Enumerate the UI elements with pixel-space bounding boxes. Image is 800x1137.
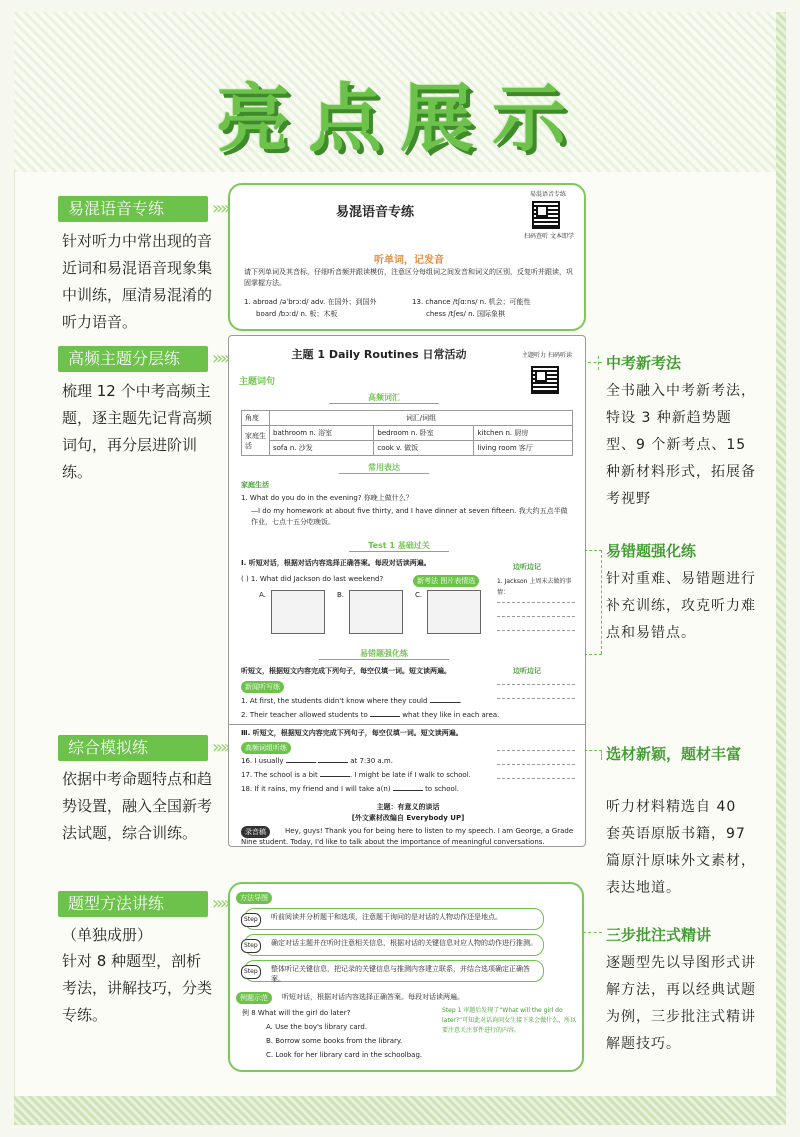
step-2: Step 确定对话主题并在听时注意相关信息，根据对话的关键信息对应人物的动作进行推测。 <box>244 934 544 956</box>
qr-code[interactable] <box>532 201 560 229</box>
notes-line <box>497 750 575 751</box>
right-decor-stripe <box>776 12 786 1125</box>
card-method-practice <box>228 882 584 1072</box>
example-option-b[interactable]: B. Borrow some books from the library. <box>266 1037 403 1045</box>
desc-topics: 梳理 12 个中考高频主题，逐主题先记背高频词句，再分层进阶训练。 <box>62 382 213 481</box>
option-a[interactable]: A. <box>259 591 266 599</box>
fill-sentence: 16. I usually at 7:30 a.m. <box>241 757 393 765</box>
example-question: 例 8 What will the girl do later? <box>242 1009 351 1017</box>
example-option-c[interactable]: C. Look for her library card in the schoolbag. <box>266 1051 423 1059</box>
table-cell: sofa n. 沙发 <box>270 441 374 456</box>
desc-pronunciation: 针对听力中常出现的音近词和易混语音现象集中训练，厘清易混淆的听力语音。 <box>62 232 213 331</box>
new-method-badge: 新考法 图片表情选 <box>413 575 479 587</box>
topic-title: 主题 1 Daily Routines 日常活动 <box>291 348 467 361</box>
example-instruction: 听短对话，根据对话内容选择正确答案。每段对话读两遍。 <box>282 993 464 1001</box>
notes-line <box>497 684 575 685</box>
qr-caption: 扫码查听 文本即学 <box>524 233 574 240</box>
word-item: 13. chance /tʃɑːns/ n. 机会；可能性 <box>412 298 531 306</box>
subtitle-methods: （单独成册） <box>62 926 153 944</box>
answer-blank[interactable] <box>320 776 350 777</box>
passage-source: [外文素材改编自 Everybody UP] <box>351 814 465 822</box>
error-practice-heading: 易错题强化练 <box>319 648 449 660</box>
vocab-table <box>241 410 573 456</box>
word-item: board /bɔːd/ n. 板；木板 <box>256 310 338 318</box>
instruction-text: 请下列单词及其音标，仔细听音频并跟读模仿，注意区分每组词之间发音和词义的区别，反复听并跟读，巩固掌握方法。 <box>244 268 573 287</box>
fill-sentence: 17. The school is a bit . I might be late if I walk to school. <box>241 771 471 779</box>
sentence-heading: 常用表达 <box>339 462 429 474</box>
callout-materials: 选材新颖，题材丰富 <box>606 745 742 763</box>
desc-mock: 依据中考命题特点和趋势设置，融入全国新考法试题，综合训练。 <box>62 770 213 842</box>
word-item: chess /tʃes/ n. 国际象棋 <box>426 310 505 318</box>
table-header: 角度 <box>242 411 270 426</box>
qr-caption: 易混语音专练 <box>529 191 566 198</box>
label-methods: 题型方法讲练 »» <box>58 891 208 917</box>
notes-line <box>497 764 575 765</box>
callout-materials-desc: 听力材料精选自 40 套英语原版书籍，97 篇原汁原味外文素材，表达地道。 <box>606 799 756 896</box>
callout-error-practice: 易错题强化练 <box>606 542 697 560</box>
example-option-a[interactable]: A. Use the boy's library card. <box>266 1023 368 1031</box>
notes-text: 1. Jackson 上周末去做的事情： <box>497 578 572 596</box>
option-b[interactable]: B. <box>337 591 345 599</box>
example-answer: —I do my homework at about five thirty, and I have dinner at seven fifteen. 我大约五点半做作业，七点十五分吃晚饭。 <box>251 507 568 526</box>
test-heading: Test 1 基础过关 <box>349 540 449 552</box>
row-label: 家庭生活 <box>242 426 270 456</box>
label-pronunciation: 易混语音专练 »» <box>58 196 208 222</box>
callout-line <box>601 750 602 760</box>
annotation-note: Step 1 审题后发现了“What will the girl do later?”可知此对话询问女生接下来会做什么，所以要注意关注事件进行的内容。 <box>442 1007 577 1034</box>
table-cell: bathroom n. 浴室 <box>270 426 374 441</box>
notes-line <box>497 698 575 699</box>
callout-line <box>598 356 599 370</box>
fill-sentence: 1. At first, the students didn't know where they could . <box>241 697 462 705</box>
table-cell: cook v. 做饭 <box>374 441 474 456</box>
task-instruction: 听短文，根据短文内容完成下列句子，每空仅填一词。短文读两遍。 <box>241 667 451 675</box>
answer-blank[interactable] <box>393 790 423 791</box>
label-topics: 高频主题分层练 »» <box>58 346 208 372</box>
passage-theme: 主题：有意义的谈话 <box>376 803 440 811</box>
task-instruction: Ⅰ. 听短对话，根据对话内容选择正确答案。每段对话读两遍。 <box>241 559 431 567</box>
callout-error-practice-desc: 针对重难、易错题进行补充训练，攻克听力难点和易错点。 <box>606 571 756 641</box>
example-badge: 例题示范 <box>236 992 272 1004</box>
fill-sentence: 18. If it rains, my friend and I will take a(n) to school. <box>241 785 459 793</box>
option-c-image <box>427 590 481 634</box>
word-item: 1. abroad /əˈbrɔːd/ adv. 在国外；到国外 <box>244 298 377 306</box>
option-c[interactable]: C. <box>415 591 423 599</box>
card-pronunciation <box>228 183 586 331</box>
table-header: 词汇/词组 <box>270 411 573 426</box>
callout-line <box>588 362 602 363</box>
table-heading: 高频词汇 <box>329 392 439 404</box>
notes-label: 边听边记 <box>513 563 541 571</box>
passage-text: Hey, guys! Thank you for being here to listen to my speech. I am George, a Grade Nine student. Today, I'd like to talk about the importance of meaningful conversations. <box>241 827 574 846</box>
answer-blank[interactable] <box>430 702 460 703</box>
callout-new-methods-desc: 全书融入中考新考法，特设 3 种新趋势题型、9 个新考点、15 种新材料形式，拓展备考视野 <box>606 383 756 507</box>
callout-line <box>601 550 602 654</box>
label-mock: 综合模拟练 »» <box>58 735 208 761</box>
dictation-badge: 新闻听写练 <box>241 681 284 693</box>
page-title: 亮点展示 <box>216 76 584 162</box>
card-topic-practice <box>228 335 586 847</box>
bottom-decor-stripe <box>14 1096 786 1125</box>
table-cell: living room 客厅 <box>474 441 573 456</box>
qr-caption: 主题听力 扫码听读 <box>522 352 572 359</box>
test-question: ( ) 1. What did Jackson do last weekend? <box>241 575 384 583</box>
fill-sentence: 2. Their teacher allowed students to what they like in each area. <box>241 711 500 719</box>
option-b-image <box>349 590 403 634</box>
example-question: 1. What do you do in the evening? 你晚上做什么？ <box>241 494 413 502</box>
notes-label: 边听边记 <box>513 667 541 675</box>
step-3: Step 整体听记关键信息，把记录的关键信息与推测内容建立联系，并结合选项确定正确答案。 <box>244 960 544 982</box>
card-title: 易混语音专练 <box>335 205 414 220</box>
mindmap-badge: 方法导图 <box>236 892 272 904</box>
vocab-heading: 主题词句 <box>239 377 276 387</box>
callout-three-steps-desc: 逐题型先以导图形式讲解方法，再以经典试题为例，三步批注式精讲解题技巧。 <box>606 955 756 1052</box>
callout-new-methods: 中考新考法 <box>606 354 682 372</box>
phrase-badge: 高频词组听练 <box>241 742 291 754</box>
notes-line <box>497 602 575 603</box>
step-1: Step 听前阅读并分析题干和选项，注意题干询问的是对话的人物动作还是地点。 <box>244 908 544 930</box>
table-cell: bedroom n. 卧室 <box>374 426 474 441</box>
answer-blank[interactable] <box>318 762 348 763</box>
notes-line <box>497 630 575 631</box>
transcript-badge: 录音稿 <box>241 826 270 838</box>
callout-three-steps: 三步批注式精讲 <box>606 926 712 944</box>
table-cell: kitchen n. 厨房 <box>474 426 573 441</box>
answer-blank[interactable] <box>370 716 400 717</box>
step-list <box>244 908 544 986</box>
option-a-image <box>271 590 325 634</box>
answer-blank[interactable] <box>286 762 316 763</box>
category-label: 家庭生活 <box>241 481 269 489</box>
notes-line <box>497 616 575 617</box>
desc-methods: 针对 8 种题型，剖析考法，讲解技巧，分类专练。 <box>62 952 213 1024</box>
qr-code[interactable] <box>531 366 559 394</box>
task-instruction: Ⅲ. 听短文，根据短文内容完成下列句子，每空仅填一词。短文读两遍。 <box>241 729 463 737</box>
notes-line <box>497 778 575 779</box>
section-heading: 听单词，记发音 <box>374 255 444 266</box>
divider <box>229 724 585 725</box>
